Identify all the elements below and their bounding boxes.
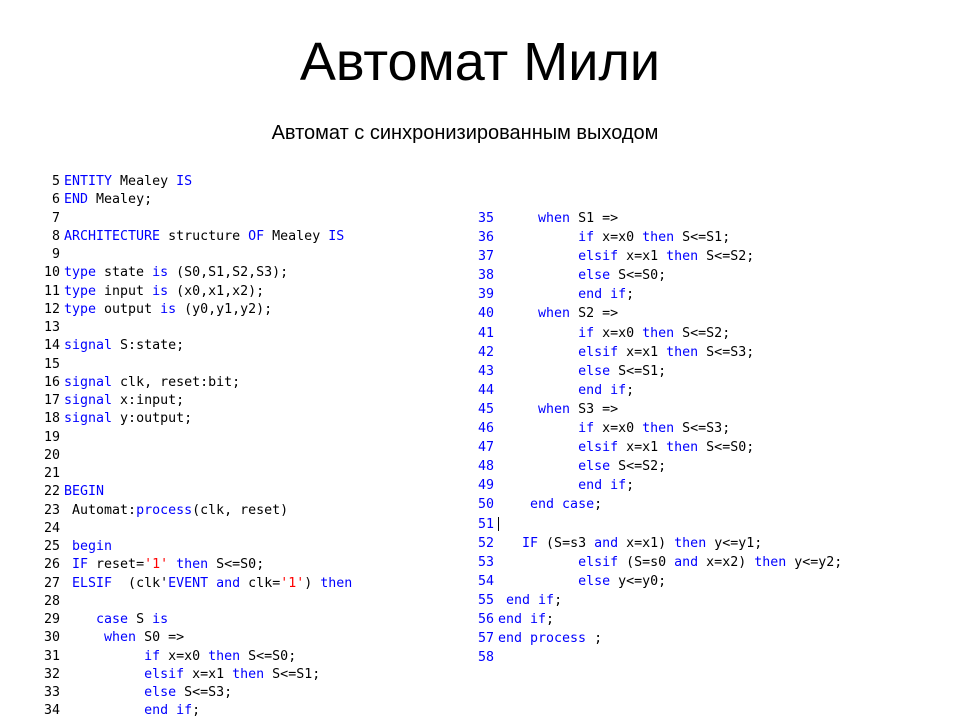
- code-keyword: signal: [64, 338, 113, 354]
- line-number: 30: [43, 630, 60, 646]
- code-keyword: else: [578, 268, 611, 284]
- code-text: [498, 421, 578, 436]
- code-text: y:output;: [112, 411, 193, 427]
- code-keyword: IS: [328, 228, 345, 244]
- code-text: (clk': [112, 575, 169, 591]
- code-text: S<=S0;: [208, 557, 265, 573]
- code-text: [64, 557, 72, 572]
- code-string: '1': [144, 557, 169, 573]
- code-text: x=x1): [618, 535, 675, 551]
- code-line: [36, 593, 436, 611]
- code-keyword: else: [578, 573, 611, 589]
- code-keyword: elsif: [578, 344, 619, 360]
- line-number: 54: [477, 573, 494, 589]
- code-keyword: then: [674, 535, 707, 551]
- code-line: [470, 610, 955, 629]
- line-number: 51: [477, 516, 494, 532]
- code-keyword: EVENT: [168, 575, 209, 591]
- code-text: Mealey;: [88, 192, 153, 208]
- line-number: 29: [43, 612, 60, 627]
- line-number: 56: [477, 611, 494, 627]
- line-number: 58: [477, 650, 494, 666]
- code-text: x=x0: [594, 421, 643, 437]
- code-text: ;: [192, 703, 201, 719]
- code-text: [498, 497, 530, 512]
- line-number: 34: [43, 703, 60, 719]
- code-text: [64, 649, 144, 664]
- code-keyword: then: [666, 249, 699, 265]
- code-text: S<=S2;: [674, 325, 731, 341]
- code-text: [64, 685, 144, 700]
- code-line: [36, 264, 436, 282]
- code-text: ;: [626, 382, 635, 398]
- code-text: x=x0: [594, 325, 643, 341]
- code-text: ;: [626, 287, 635, 303]
- code-line: [470, 362, 955, 381]
- code-line: [36, 611, 436, 629]
- code-text: S:state;: [112, 338, 185, 354]
- code-line: [36, 337, 436, 355]
- code-line: [36, 392, 436, 410]
- code-text: [64, 539, 72, 554]
- code-text: S: [128, 612, 153, 627]
- line-number: 19: [43, 429, 60, 445]
- line-number: 45: [477, 401, 494, 417]
- code-keyword: when: [538, 306, 571, 322]
- code-text: state: [96, 265, 153, 281]
- code-keyword: then: [320, 575, 353, 591]
- code-line: [36, 538, 436, 556]
- code-line: [36, 502, 436, 520]
- code-line: [470, 285, 955, 304]
- code-keyword: if: [578, 325, 595, 341]
- code-line: [470, 457, 955, 476]
- code-keyword: then: [642, 421, 675, 437]
- code-line: [36, 520, 436, 538]
- code-line: [36, 283, 436, 301]
- line-number: 17: [43, 393, 60, 408]
- code-line: [36, 629, 436, 647]
- code-text: x=x1: [618, 440, 667, 456]
- code-text: x=x0: [594, 230, 643, 246]
- code-line: [470, 591, 955, 610]
- code-keyword: process: [136, 502, 193, 518]
- code-line: [470, 629, 955, 648]
- code-text: y<=y1;: [706, 535, 763, 551]
- line-number: 57: [477, 631, 494, 647]
- code-text: x:input;: [112, 393, 185, 408]
- code-line: [470, 534, 955, 553]
- code-line: [36, 228, 436, 246]
- code-keyword: ARCHITECTURE: [64, 228, 161, 244]
- line-number: 16: [43, 374, 60, 390]
- code-text: ;: [554, 592, 563, 608]
- slide-subtitle: Автомат с синхронизированным выходом: [271, 122, 659, 144]
- code-line: [470, 324, 955, 343]
- code-line: [470, 515, 955, 534]
- code-text: S<=S1;: [610, 363, 667, 379]
- code-text: [498, 478, 578, 493]
- code-line: [470, 572, 955, 591]
- code-keyword: elsif: [144, 666, 185, 682]
- code-text: (y0,y1,y2);: [176, 301, 273, 317]
- code-text: [498, 440, 578, 455]
- slide-title: Автомат Мили: [299, 32, 661, 92]
- line-number: 52: [477, 535, 494, 551]
- line-number: 18: [43, 411, 60, 427]
- code-keyword: type: [64, 265, 97, 281]
- line-number: 22: [43, 484, 60, 500]
- code-keyword: and: [594, 535, 619, 551]
- code-line: [470, 209, 955, 228]
- code-line: [36, 429, 436, 447]
- line-number: 9: [51, 247, 60, 262]
- line-number: 27: [43, 575, 60, 591]
- code-keyword: end if: [578, 287, 627, 303]
- code-text: [64, 630, 104, 645]
- code-text: S<=S3;: [698, 344, 755, 360]
- line-number: 41: [477, 325, 494, 341]
- code-keyword: signal: [64, 411, 113, 427]
- code-text: S<=S1;: [264, 666, 321, 682]
- code-text: [64, 612, 96, 627]
- line-number: 13: [43, 320, 60, 335]
- code-line: [36, 447, 436, 465]
- code-keyword: END: [64, 192, 89, 208]
- code-string: '1': [280, 575, 305, 591]
- code-line: [36, 246, 436, 264]
- code-keyword: end if: [506, 592, 555, 608]
- line-number: 6: [51, 192, 60, 208]
- line-number: 37: [477, 249, 494, 265]
- code-text: S<=S1;: [674, 230, 731, 246]
- code-text: [498, 287, 578, 302]
- code-keyword: end if: [144, 703, 193, 719]
- code-keyword: if: [578, 421, 595, 437]
- line-number: 12: [43, 301, 60, 317]
- code-keyword: when: [538, 401, 571, 417]
- code-text: x=x1: [618, 249, 667, 265]
- code-keyword: ENTITY: [64, 174, 113, 189]
- code-text: reset=: [88, 557, 145, 573]
- line-number: 15: [43, 356, 60, 372]
- line-number: 5: [51, 174, 60, 189]
- code-line: [470, 438, 955, 457]
- code-line: [470, 495, 955, 514]
- code-text: Automat:: [64, 502, 137, 518]
- code-keyword: when: [104, 630, 137, 646]
- code-line: [470, 476, 955, 495]
- code-text: x=x1: [184, 666, 233, 682]
- code-line: [470, 343, 955, 362]
- code-keyword: if: [144, 648, 161, 664]
- code-keyword: case: [96, 612, 129, 627]
- code-keyword: else: [578, 459, 611, 475]
- code-keyword: end if: [498, 611, 547, 627]
- line-number: 43: [477, 363, 494, 379]
- code-text: [168, 557, 176, 572]
- code-keyword: when: [538, 211, 571, 226]
- line-number: 7: [51, 210, 60, 226]
- code-keyword: OF: [248, 228, 265, 244]
- line-number: 23: [43, 502, 60, 518]
- code-text: [498, 383, 578, 398]
- code-text: [498, 459, 578, 474]
- code-text: [498, 326, 578, 341]
- code-line: [36, 575, 436, 593]
- code-line: [36, 210, 436, 228]
- line-number: 53: [477, 554, 494, 570]
- line-number: 44: [477, 382, 494, 398]
- code-keyword: begin: [72, 539, 113, 554]
- line-number: 10: [43, 265, 60, 281]
- code-text: output: [96, 301, 161, 317]
- line-number: 33: [43, 685, 60, 700]
- code-line: [36, 465, 436, 483]
- code-keyword: then: [642, 230, 675, 246]
- code-text: y<=y0;: [610, 573, 667, 589]
- code-keyword: then: [208, 648, 241, 664]
- code-keyword: IF: [522, 535, 539, 551]
- line-number: 25: [43, 539, 60, 554]
- code-line: [36, 374, 436, 392]
- code-text: S3 =>: [570, 401, 619, 417]
- code-keyword: signal: [64, 374, 113, 390]
- code-keyword: else: [578, 363, 611, 379]
- line-number: 36: [477, 230, 494, 246]
- code-line: [36, 301, 436, 319]
- code-text: [498, 574, 578, 589]
- code-keyword: end process: [498, 631, 587, 647]
- code-keyword: ELSIF: [72, 575, 113, 591]
- code-keyword: elsif: [578, 554, 619, 570]
- code-line: [36, 556, 436, 574]
- line-number: 11: [43, 283, 60, 299]
- code-text: [498, 402, 538, 417]
- code-text: ;: [546, 611, 555, 627]
- code-keyword: BEGIN: [64, 484, 105, 500]
- code-text: structure: [160, 228, 249, 244]
- code-text: (x0,x1,x2);: [168, 283, 265, 299]
- text-cursor: [498, 517, 499, 531]
- code-keyword: is: [152, 612, 169, 627]
- code-line: [36, 173, 436, 191]
- code-keyword: if: [578, 230, 595, 246]
- code-keyword: and: [216, 575, 241, 591]
- line-number: 50: [477, 497, 494, 513]
- code-text: ;: [586, 631, 603, 647]
- code-listing-right: [470, 209, 955, 669]
- code-keyword: end if: [578, 382, 627, 398]
- code-keyword: then: [666, 344, 699, 360]
- code-text: S<=S2;: [610, 459, 667, 475]
- code-text: S<=S0;: [240, 648, 297, 664]
- code-text: x=x1: [618, 344, 667, 360]
- line-number: 38: [477, 268, 494, 284]
- code-text: S<=S3;: [674, 421, 731, 437]
- code-text: S<=S0;: [610, 268, 667, 284]
- code-text: [498, 211, 538, 226]
- code-text: (S0,S1,S2,S3);: [168, 265, 289, 281]
- code-text: [64, 576, 72, 591]
- code-keyword: is: [160, 301, 177, 317]
- code-line: [36, 483, 436, 501]
- line-number: 24: [43, 520, 60, 536]
- line-number: 28: [43, 593, 60, 609]
- code-keyword: type: [64, 301, 97, 317]
- code-text: [64, 703, 144, 718]
- code-listing-left: [36, 173, 436, 720]
- code-text: input: [96, 283, 153, 299]
- code-text: [498, 268, 578, 283]
- code-line: [36, 319, 436, 337]
- code-keyword: signal: [64, 393, 113, 408]
- code-text: (S=s0: [618, 554, 675, 570]
- line-number: 26: [43, 557, 60, 573]
- line-number: 55: [477, 592, 494, 608]
- code-line: [470, 400, 955, 419]
- line-number: 39: [477, 287, 494, 303]
- line-number: 31: [43, 648, 60, 664]
- code-line: [36, 191, 436, 209]
- code-text: Mealey: [112, 174, 177, 189]
- code-line: [470, 304, 955, 323]
- code-keyword: elsif: [578, 249, 619, 265]
- code-keyword: elsif: [578, 440, 619, 456]
- code-text: [64, 667, 144, 682]
- code-keyword: type: [64, 283, 97, 299]
- code-line: [36, 410, 436, 428]
- code-text: [498, 230, 578, 245]
- code-text: x=x0: [160, 648, 209, 664]
- code-line: [36, 666, 436, 684]
- code-text: [208, 576, 216, 591]
- code-text: S2 =>: [570, 306, 619, 322]
- code-keyword: is: [152, 283, 169, 299]
- code-text: [498, 345, 578, 360]
- code-text: x=x2): [698, 554, 755, 570]
- line-number: 48: [477, 459, 494, 475]
- code-keyword: then: [754, 554, 787, 570]
- code-text: ;: [594, 497, 603, 513]
- code-keyword: then: [176, 557, 209, 573]
- code-keyword: else: [144, 685, 177, 700]
- code-keyword: is: [152, 265, 169, 281]
- line-number: 21: [43, 466, 60, 481]
- code-keyword: IS: [176, 174, 193, 189]
- code-line: [36, 356, 436, 374]
- code-keyword: and: [674, 554, 699, 570]
- code-text: y<=y2;: [786, 554, 843, 570]
- code-line: [470, 381, 955, 400]
- line-number: 46: [477, 421, 494, 437]
- line-number: 8: [51, 228, 60, 244]
- code-text: S<=S2;: [698, 249, 755, 265]
- code-line: [470, 228, 955, 247]
- code-text: [498, 555, 578, 570]
- line-number: 32: [43, 666, 60, 682]
- code-line: [36, 702, 436, 720]
- code-text: (clk, reset): [192, 502, 289, 518]
- code-keyword: then: [642, 325, 675, 341]
- line-number: 42: [477, 344, 494, 360]
- code-text: S<=S0;: [698, 440, 755, 456]
- code-line: [36, 648, 436, 666]
- code-keyword: IF: [72, 557, 89, 573]
- code-text: (S=s3: [538, 535, 595, 551]
- code-text: [498, 536, 522, 551]
- code-line: [470, 247, 955, 266]
- code-keyword: end if: [578, 478, 627, 494]
- code-text: ;: [626, 478, 635, 494]
- code-line: [470, 648, 955, 667]
- code-keyword: end case: [530, 497, 595, 513]
- code-text: clk, reset:bit;: [112, 374, 241, 390]
- code-text: [498, 306, 538, 321]
- line-number: 40: [477, 306, 494, 322]
- code-text: S<=S3;: [176, 685, 233, 700]
- line-number: 20: [43, 447, 60, 463]
- code-text: ): [304, 575, 321, 591]
- code-text: [498, 593, 506, 608]
- code-text: Mealey: [264, 228, 329, 244]
- code-keyword: then: [232, 666, 265, 682]
- code-keyword: then: [666, 440, 699, 456]
- code-text: [498, 364, 578, 379]
- code-text: clk=: [240, 575, 281, 591]
- code-line: [470, 419, 955, 438]
- code-line: [36, 684, 436, 702]
- line-number: 47: [477, 440, 494, 456]
- code-text: S1 =>: [570, 211, 619, 226]
- line-number: 35: [477, 211, 494, 226]
- code-line: [470, 553, 955, 572]
- line-number: 14: [43, 338, 60, 354]
- line-number: 49: [477, 478, 494, 494]
- code-line: [470, 266, 955, 285]
- code-text: [498, 249, 578, 264]
- code-text: S0 =>: [136, 630, 185, 646]
